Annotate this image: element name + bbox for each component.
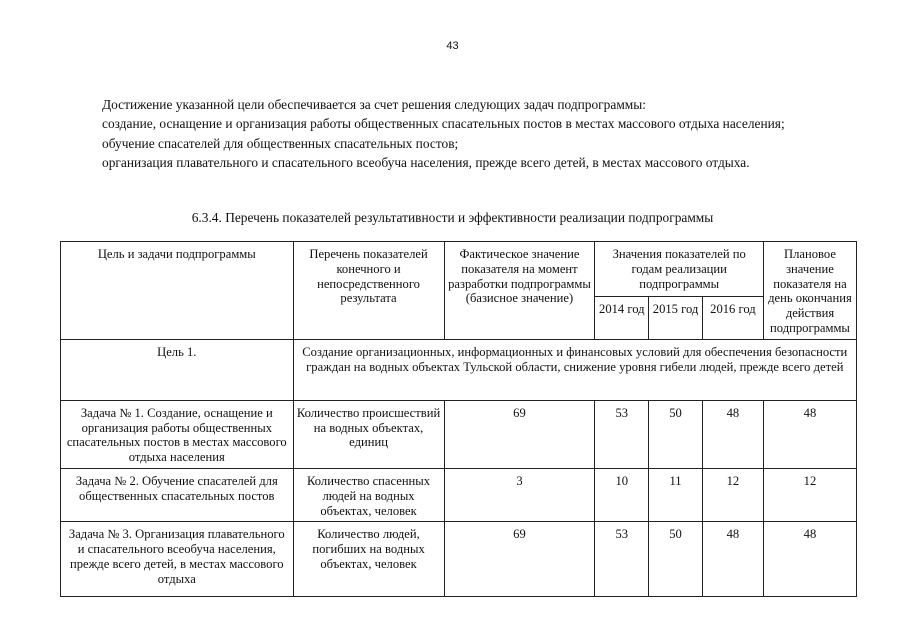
- header-baseline: Фактическое значение показателя на момент разработки подпрограммы (базисное значение): [444, 242, 595, 340]
- paragraph-task-1: создание, оснащение и организация работы общественных спасательных постов в местах массового отдыха населения;: [102, 116, 785, 132]
- paragraph-intro: Достижение указанной цели обеспечивается за счет решения следующих задач подпрограммы:: [102, 97, 646, 112]
- table-header-row: [61, 242, 857, 297]
- page-number: 43: [446, 40, 459, 52]
- table-row-goal: [61, 339, 857, 400]
- baseline-cell: 3: [444, 468, 595, 521]
- header-indicator: Перечень показателей конечного и непосредственного результата: [293, 242, 444, 340]
- body-text: [62, 95, 848, 173]
- indicators-table: [60, 241, 857, 597]
- planned-cell: 48: [763, 400, 856, 468]
- section-title: 6.3.4. Перечень показателей результативности и эффективности реализации подпрограммы: [191, 210, 714, 225]
- header-planned: Плановое значение показателя на день окончания действия подпрограммы: [763, 242, 856, 340]
- goal-text: Создание организационных, информационных и финансовых условий для обеспечения безопасности граждан на водных объектах Тульской области, снижение уровня гибели людей, прежде всего детей: [293, 339, 856, 400]
- table-row: [61, 468, 857, 521]
- year-2015-cell: 50: [649, 522, 703, 597]
- year-2015-cell: 11: [649, 468, 703, 521]
- year-2015-cell: 50: [649, 400, 703, 468]
- baseline-cell: 69: [444, 400, 595, 468]
- indicator-cell: Количество спасенных людей на водных объектах, человек: [293, 468, 444, 521]
- year-2014-cell: 10: [595, 468, 649, 521]
- header-goal: Цель и задачи подпрограммы: [61, 242, 294, 340]
- table-row: [61, 522, 857, 597]
- table-row: [61, 400, 857, 468]
- paragraph-task-2: обучение спасателей для общественных спасательных постов;: [102, 135, 459, 151]
- task-cell: Задача № 2. Обучение спасателей для общественных спасательных постов: [61, 468, 294, 521]
- year-2014-cell: 53: [595, 400, 649, 468]
- header-year-2016: 2016 год: [702, 297, 763, 339]
- task-cell: Задача № 3. Организация плавательного и спасательного всеобуча населения, прежде всего детей, в местах массового отдыха: [61, 522, 294, 597]
- indicator-cell: Количество происшествий на водных объектах, единиц: [293, 400, 444, 468]
- header-years-group: Значения показателей по годам реализации подпрограммы: [595, 242, 764, 297]
- goal-label: Цель 1.: [61, 339, 294, 400]
- year-2016-cell: 12: [702, 468, 763, 521]
- header-year-2014: 2014 год: [595, 297, 649, 339]
- year-2014-cell: 53: [595, 522, 649, 597]
- header-year-2015: 2015 год: [649, 297, 703, 339]
- planned-cell: 12: [763, 468, 856, 521]
- task-cell: Задача № 1. Создание, оснащение и организация работы общественных спасательных постов в местах массового отдыха населения: [61, 400, 294, 468]
- baseline-cell: 69: [444, 522, 595, 597]
- year-2016-cell: 48: [702, 522, 763, 597]
- year-2016-cell: 48: [702, 400, 763, 468]
- indicator-cell: Количество людей, погибших на водных объектах, человек: [293, 522, 444, 597]
- paragraph-task-3: организация плавательного и спасательного всеобуча населения, прежде всего детей, в местах массового отдыха.: [102, 155, 750, 171]
- planned-cell: 48: [763, 522, 856, 597]
